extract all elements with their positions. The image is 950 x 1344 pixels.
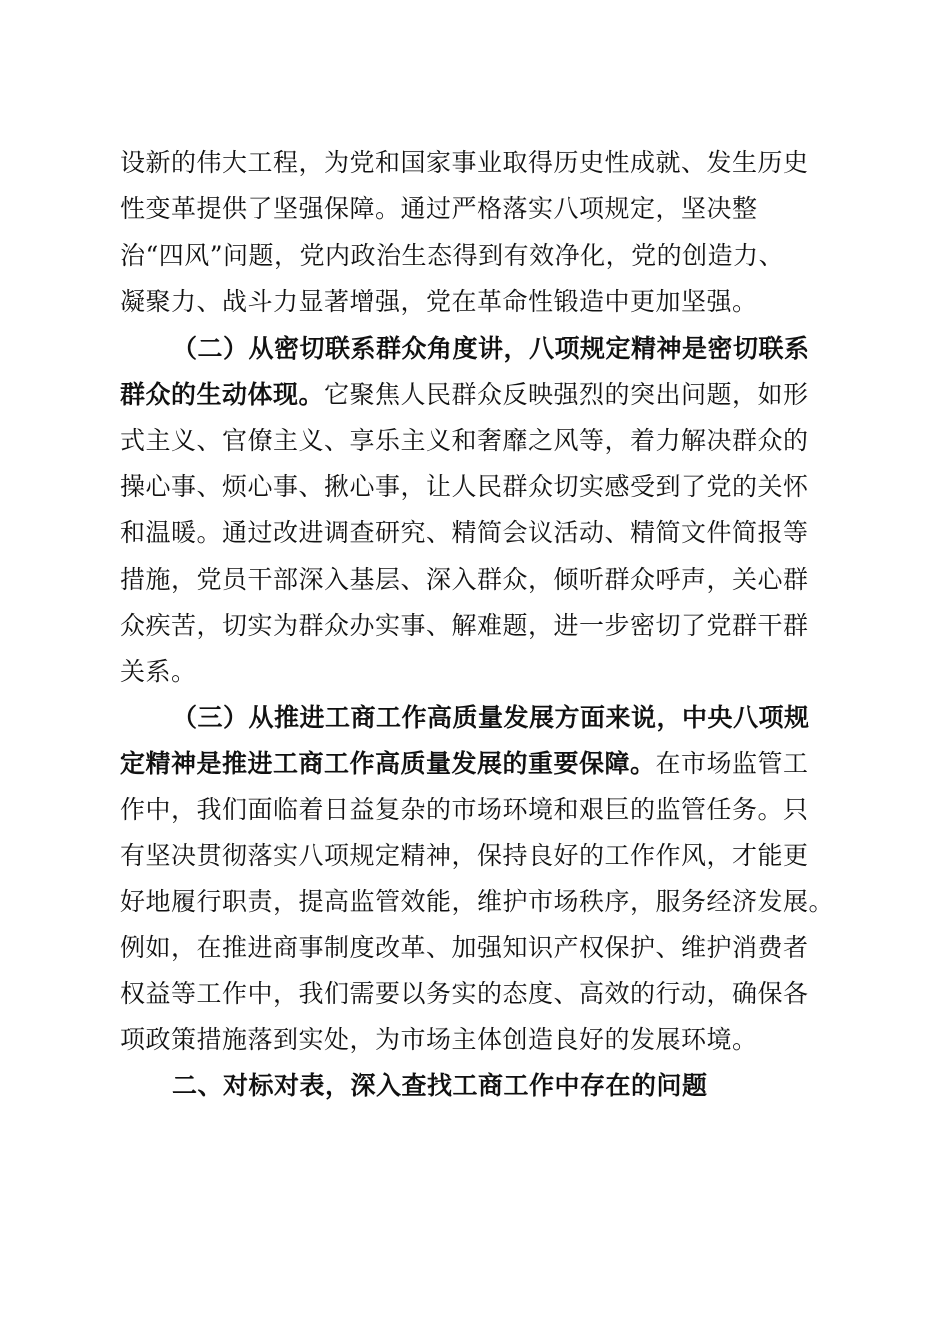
- text-line: 凝聚力、战斗力显著增强，党在革命性锻造中更加坚强。: [120, 287, 758, 316]
- text-line: 有坚决贯彻落实八项规定精神，保持良好的工作作风，才能更: [120, 841, 809, 870]
- text-line: 作中，我们面临着日益复杂的市场环境和艰巨的监管任务。只: [120, 795, 809, 824]
- text-line: 例如，在推进商事制度改革、加强知识产权保护、维护消费者: [120, 933, 809, 962]
- text-line: 措施，党员干部深入基层、深入群众，倾听群众呼声，关心群: [120, 565, 809, 594]
- text-line: 众疾苦，切实为群众办实事、解难题，进一步密切了党群干群: [120, 611, 809, 640]
- text-segment: 在市场监管工: [655, 749, 809, 778]
- text-line: 设新的伟大工程，为党和国家事业取得历史性成就、发生历史: [120, 148, 809, 177]
- text-line: 治“四风”问题，党内政治生态得到有效净化，党的创造力、: [120, 241, 785, 270]
- text-line-mixed: [120, 375, 840, 415]
- text-line: 性变革提供了坚强保障。通过严格落实八项规定，坚决整: [120, 194, 758, 223]
- text-line: 和温暖。通过改进调查研究、精简会议活动、精简文件简报等: [120, 518, 809, 547]
- section-heading: 二、对标对表，深入查找工商工作中存在的问题: [172, 1071, 708, 1100]
- text-line: 项政策措施落到实处，为市场主体创造良好的发展环境。: [120, 1025, 758, 1054]
- text-line: 权益等工作中，我们需要以务实的态度、高效的行动，确保各: [120, 979, 809, 1008]
- text-line: 好地履行职责，提高监管效能，维护市场秩序，服务经济发展。: [120, 887, 835, 916]
- text-line: 操心事、烦心事、揪心事，让人民群众切实感受到了党的关怀: [120, 472, 809, 501]
- text-line-mixed: [120, 744, 840, 784]
- text-segment: 它聚焦人民群众反映强烈的突出问题，如形: [324, 380, 809, 409]
- text-line: 式主义、官僚主义、享乐主义和奢靡之风等，着力解决群众的: [120, 426, 809, 455]
- text-line: 关系。: [120, 657, 197, 686]
- subheading-line: （二）从密切联系群众角度讲，八项规定精神是密切联系: [172, 334, 810, 363]
- subheading-line: （三）从推进工商工作高质量发展方面来说，中央八项规: [172, 703, 810, 732]
- subheading-tail: 群众的生动体现。: [120, 380, 325, 409]
- subheading-tail: 定精神是推进工商工作高质量发展的重要保障。: [120, 749, 656, 778]
